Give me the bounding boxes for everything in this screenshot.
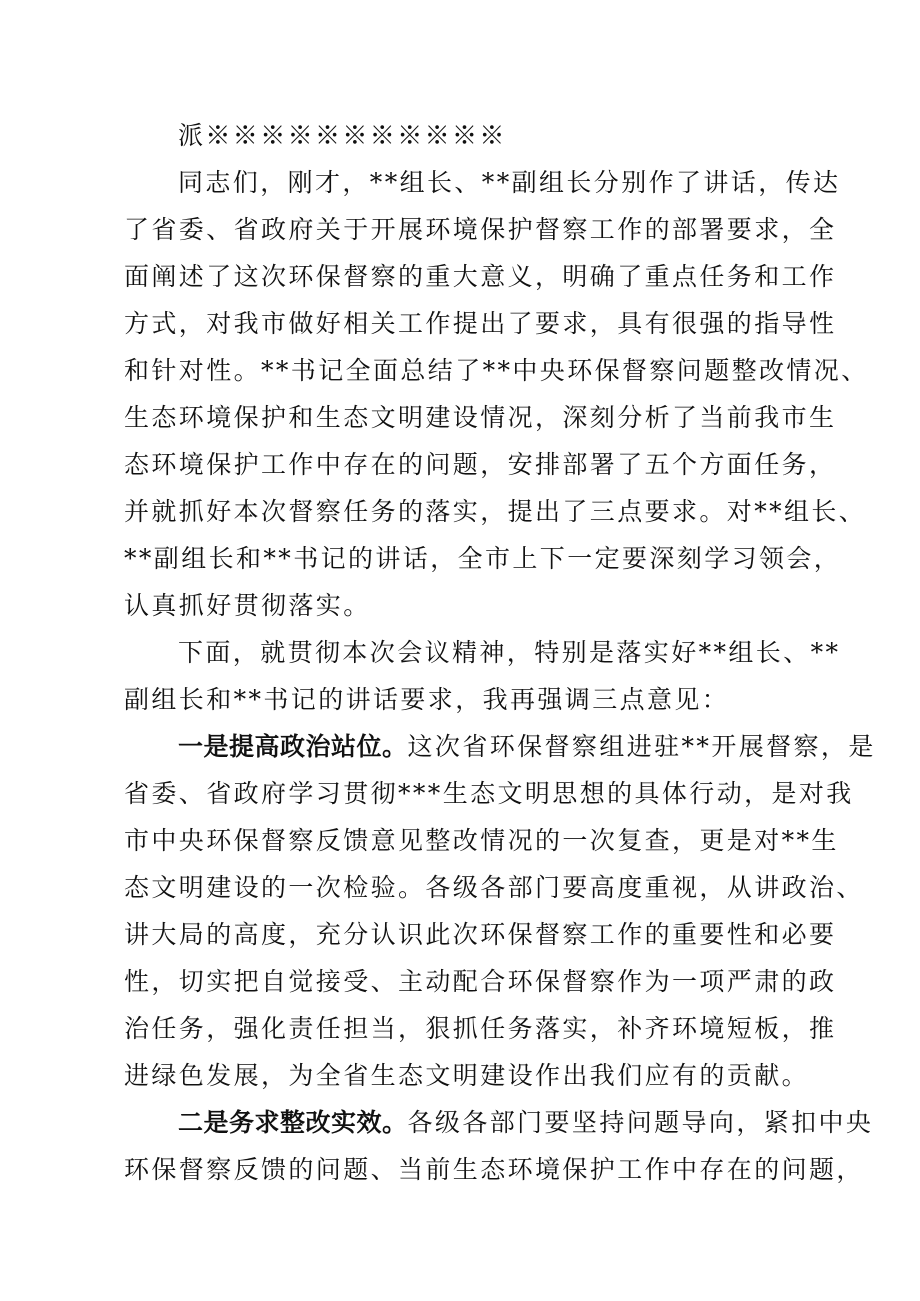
text-line: 和针对性。**书记全面总结了**中央环保督察问题整改情况、: [124, 356, 869, 385]
text-line: 下面，就贯彻本次会议精神，特别是落实好**组长、**: [178, 638, 841, 667]
text-line: 性，切实把自觉接受、主动配合环保督察作为一项严肃的政: [124, 967, 837, 996]
point-one-heading: 一是提高政治站位。: [178, 732, 408, 761]
text-line: 并就抓好本次督察任务的落实，提出了三点要求。对**组长、: [124, 497, 867, 526]
point-one-line: [178, 732, 876, 762]
point-two-heading: 二是务求整改实效。: [178, 1108, 408, 1137]
text-line: 同志们，刚才，**组长、**副组长分别作了讲话，传达: [178, 168, 841, 197]
text-line: 省委、省政府学习贯彻***生态文明思想的具体行动，是对我: [124, 779, 854, 808]
text-line: **副组长和**书记的讲话，全市上下一定要深刻学习领会，: [124, 544, 842, 573]
text-line: 态文明建设的一次检验。各级各部门要高度重视，从讲政治、: [124, 873, 864, 902]
text-line: 进绿色发展，为全省生态文明建设作出我们应有的贡献。: [124, 1061, 810, 1090]
text-line: 市中央环保督察反馈意见整改情况的一次复查，更是对**生: [124, 826, 839, 855]
text-line: 讲大局的高度，充分认识此次环保督察工作的重要性和必要: [124, 920, 837, 949]
text-line: 治任务，强化责任担当，狠抓任务落实，补齐环境短板，推: [124, 1014, 837, 1043]
point-two-line: [178, 1108, 873, 1138]
text-line: 各级各部门要坚持问题导向，紧扣中央: [407, 1108, 874, 1137]
text-line: 副组长和**书记的讲话要求，我再强调三点意见：: [124, 685, 730, 714]
text-line: 派※※※※※※※※※※※: [178, 121, 507, 150]
text-line: 环保督察反馈的问题、当前生态环境保护工作中存在的问题，: [124, 1155, 864, 1184]
text-line: 这次省环保督察组进驻**开展督察，是: [407, 732, 876, 761]
text-line: 方式，对我市做好相关工作提出了要求，具有很强的指导性: [124, 309, 837, 338]
text-line: 生态环境保护和生态文明建设情况，深刻分析了当前我市生: [124, 403, 837, 432]
text-line: 面阐述了这次环保督察的重大意义，明确了重点任务和工作: [124, 262, 837, 291]
text-line: 了省委、省政府关于开展环境保护督察工作的部署要求，全: [124, 215, 837, 244]
text-line: 态环境保护工作中存在的问题，安排部署了五个方面任务，: [124, 450, 837, 479]
text-line: 认真抓好贯彻落实。: [124, 591, 371, 620]
